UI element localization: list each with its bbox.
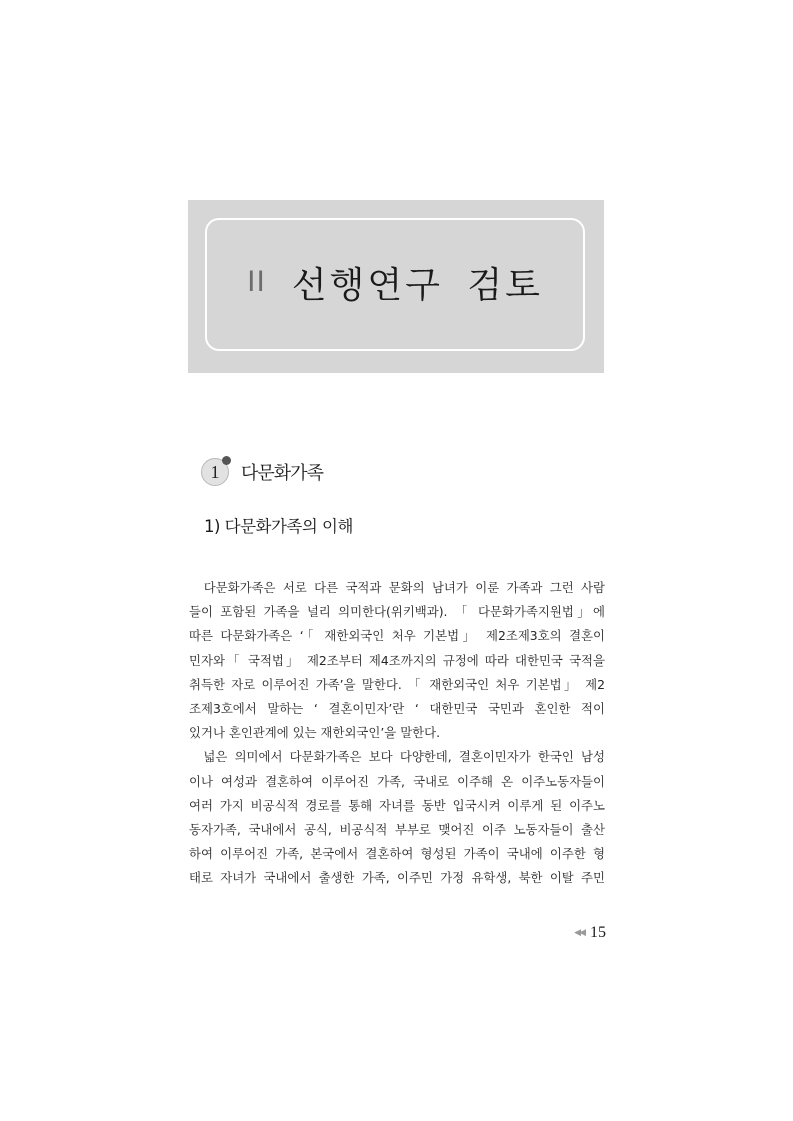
body-line: 취득한 자로 이루어진 가족’을 말한다. 「 재한외국인 처우 기본법」 제2	[189, 676, 605, 692]
section-number: 1	[210, 461, 220, 482]
chapter-title: 선행연구 검토	[291, 265, 543, 306]
double-left-arrow-icon: ◀◀	[574, 928, 584, 938]
chapter-header-box	[188, 200, 604, 373]
body-line: 이나 여성과 결혼하여 이루어진 가족, 국내로 이주해 온 이주노동자들이	[189, 773, 605, 789]
badge-dot-icon	[222, 456, 231, 465]
chapter-number: II	[247, 264, 266, 298]
page-footer	[560, 922, 606, 944]
body-line: 동자가족, 국내에서 공식, 비공식적 부부로 맺어진 이주 노동자들이 출산	[189, 821, 605, 837]
body-line: 넓은 의미에서 다문화가족은 보다 다양한데, 결혼이민자가 한국인 남성	[189, 749, 605, 765]
body-text	[189, 578, 605, 892]
section-title: 다문화가족	[241, 463, 323, 484]
body-line: 있거나 혼인관계에 있는 재한외국인’을 말한다.	[189, 725, 441, 741]
section-heading	[201, 455, 323, 489]
body-line: 여러 가지 비공식적 경로를 통해 자녀를 동반 입국시켜 이루게 된 이주노	[189, 797, 605, 813]
body-line: 다문화가족은 서로 다른 국적과 문화의 남녀가 이룬 가족과 그런 사람	[189, 580, 605, 595]
page-number: 15	[590, 924, 606, 941]
body-line: 하여 이루어진 가족, 본국에서 결혼하여 형성된 가족이 국내에 이주한 형	[189, 846, 605, 862]
body-line: 따른 다문화가족은 ‘「 재한외국인 처우 기본법」 제2조제3호의 결혼이	[189, 628, 605, 644]
body-line: 민자와「 국적법」 제2조부터 제4조까지의 규정에 따라 대한민국 국적을	[189, 652, 605, 668]
body-line: 들이 포함된 가족을 널리 의미한다(위키백과). 「 다문화가족지원법」에	[189, 604, 605, 620]
subsection-title: 1) 다문화가족의 이해	[204, 517, 353, 536]
body-line: 태로 자녀가 국내에서 출생한 가족, 이주민 가정 유학생, 북한 이탈 주민	[189, 870, 605, 886]
section-number-badge	[201, 458, 229, 486]
chapter-header-frame	[205, 218, 585, 351]
body-line: 조제3호에서 말하는 ‘ 결혼이민자’란 ‘ 대한민국 국민과 혼인한 적이	[189, 700, 605, 716]
